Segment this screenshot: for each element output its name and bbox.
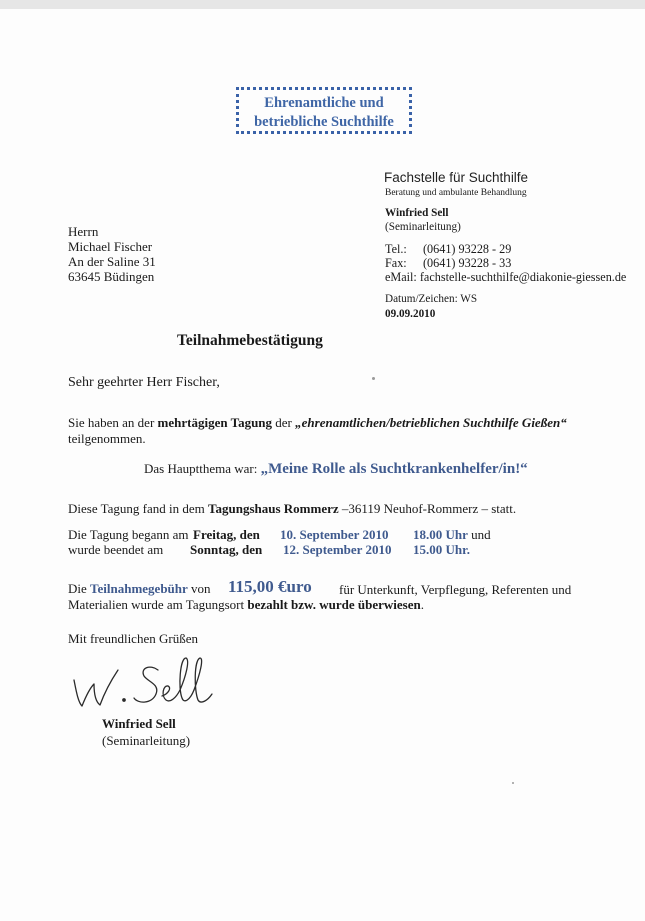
- scan-speck: [372, 377, 375, 380]
- scan-edge: [0, 0, 645, 9]
- recipient-salutation: Herrn: [68, 224, 99, 239]
- signatory-name: Winfried Sell: [102, 716, 176, 731]
- sender-name: Fachstelle für Suchthilfe: [384, 170, 529, 185]
- theme-label: Das Hauptthema war:: [144, 461, 261, 476]
- fee-line-2: [68, 597, 424, 613]
- tel-label: Tel.:: [385, 242, 407, 256]
- fee2-text-c: .: [420, 597, 424, 612]
- datum-label: Datum/Zeichen: WS: [385, 293, 478, 305]
- start-und: und: [467, 527, 491, 542]
- p1-text-c: der: [272, 415, 296, 430]
- fee2-payment: bezahlt bzw. wurde überwiesen: [247, 597, 421, 612]
- end-label: wurde beendet am: [68, 542, 164, 557]
- fee-amount: 115,00 €uro: [228, 577, 312, 596]
- p1-text-a: Sie haben an der: [68, 415, 158, 430]
- fee-line-start: [68, 581, 211, 597]
- start-date: 10. September 2010: [280, 527, 389, 542]
- fee-text-c: von: [187, 581, 211, 596]
- fax-label: Fax:: [385, 256, 407, 270]
- start-label: Die Tagung begann am: [68, 527, 189, 542]
- contact-role: (Seminarleitung): [385, 221, 461, 233]
- fax-value: (0641) 93228 - 33: [423, 256, 512, 270]
- signatory-role: (Seminarleitung): [102, 733, 191, 748]
- end-date: 12. September 2010: [283, 542, 392, 557]
- handwritten-signature: [70, 650, 220, 708]
- paragraph-1-line-2: teilgenommen.: [68, 431, 146, 446]
- fee-label: Teilnahmegebühr: [90, 581, 188, 596]
- theme-title: „Meine Rolle als Suchtkrankenhelfer/in!“: [260, 461, 528, 477]
- fee-text-a: Die: [68, 581, 91, 596]
- document-title: Teilnahmebestätigung: [177, 332, 323, 349]
- location-line: [68, 501, 516, 517]
- email-line: eMail: fachstelle-suchthilfe@diakonie-giessen.de: [385, 270, 627, 284]
- recipient-city: 63645 Büdingen: [68, 269, 155, 284]
- location-venue: Tagungshaus Rommerz: [208, 501, 339, 516]
- salutation: Sehr geehrter Herr Fischer,: [68, 375, 220, 390]
- location-text-c: –36119 Neuhof-Rommerz – statt.: [338, 501, 517, 516]
- start-time: 18.00 Uhr: [413, 527, 468, 542]
- recipient-name: Michael Fischer: [68, 239, 153, 254]
- p1-organisation: „ehrenamtlichen/betrieblichen Suchthilfe Gießen“: [295, 415, 567, 430]
- closing: Mit freundlichen Grüßen: [68, 631, 198, 646]
- theme-line: [144, 461, 528, 478]
- recipient-street: An der Saline 31: [68, 254, 156, 269]
- paragraph-1-line-1: [68, 415, 567, 431]
- datum-value: 09.09.2010: [385, 308, 436, 320]
- contact-person: Winfried Sell: [385, 207, 449, 219]
- end-time: 15.00 Uhr.: [413, 542, 470, 557]
- p1-event-type: mehrtägigen Tagung: [157, 415, 273, 430]
- location-text-a: Diese Tagung fand in dem: [68, 501, 209, 516]
- tel-value: (0641) 93228 - 29: [423, 242, 512, 256]
- sender-subtitle: Beratung und ambulante Behandlung: [385, 188, 527, 198]
- fee2-text-a: Materialien wurde am Tagungsort: [68, 597, 248, 612]
- scan-speck: [512, 782, 514, 784]
- logo-line-1: Ehrenamtliche und: [264, 95, 384, 111]
- start-day: Freitag, den: [193, 527, 260, 542]
- start-time-line: [413, 527, 491, 543]
- organisation-logo: [236, 87, 412, 134]
- fee-line-end: für Unterkunft, Verpflegung, Referenten und: [339, 582, 572, 597]
- end-day: Sonntag, den: [190, 542, 263, 557]
- logo-line-2: betriebliche Suchthilfe: [254, 114, 394, 130]
